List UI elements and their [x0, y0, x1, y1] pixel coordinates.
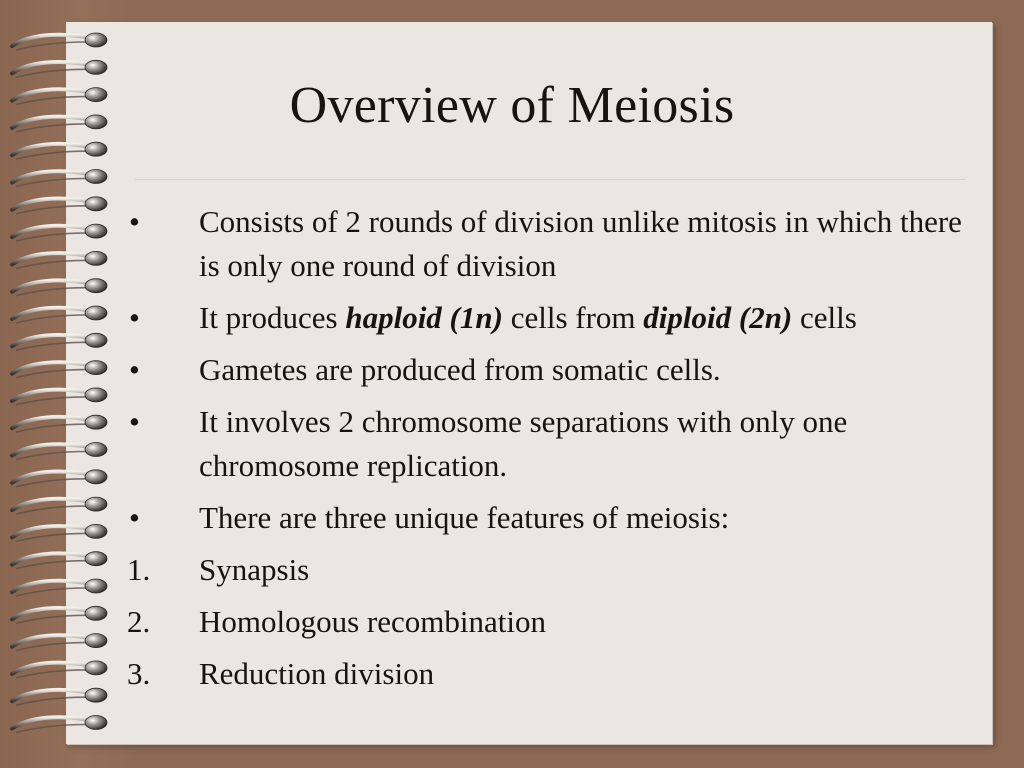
number-marker: 2.: [127, 604, 151, 639]
slide-title: Overview of Meiosis: [289, 77, 735, 134]
spiral-coil-icon: [12, 579, 107, 596]
list-item-text: Consists of 2 rounds of division unlike mitosis in which there is only one round of division: [199, 204, 962, 283]
list-item: [127, 400, 977, 488]
bullet-marker: •: [129, 500, 140, 535]
spiral-coil-icon: [12, 279, 107, 296]
numbered-item: [127, 652, 977, 696]
spiral-coil-icon: [12, 497, 107, 514]
spiral-coil-icon: [12, 306, 107, 323]
text-run: cells from: [502, 300, 644, 335]
spiral-coil-icon: [12, 524, 107, 541]
list-item: [127, 496, 977, 540]
spiral-coil-icon: [12, 443, 107, 460]
spiral-coil-icon: [12, 251, 107, 268]
spiral-coil-icon: [12, 606, 107, 623]
numbered-item: [127, 600, 977, 644]
spiral-coil-icon: [12, 197, 107, 214]
list-item: [127, 200, 977, 288]
spiral-coil-icon: [12, 224, 107, 241]
spiral-coil-icon: [12, 170, 107, 187]
spiral-coil-icon: [12, 142, 107, 159]
spiral-coil-icon: [12, 552, 107, 569]
list-item-text: [199, 300, 857, 335]
spiral-coil-icon: [12, 661, 107, 678]
list-item: [127, 296, 977, 340]
list-item-text: Homologous recombination: [199, 604, 546, 639]
list-item-text: There are three unique features of meiosis:: [199, 500, 730, 535]
bullet-marker: •: [129, 204, 140, 239]
title-divider: [135, 179, 966, 180]
spiral-coil-icon: [12, 415, 107, 432]
emphasis-diploid: diploid (2n): [643, 300, 793, 335]
number-marker: 3.: [127, 656, 151, 691]
list-item-text: Synapsis: [199, 552, 310, 587]
slide-content: [127, 200, 977, 704]
spiral-coil-icon: [12, 60, 107, 77]
bullet-marker: •: [129, 300, 140, 335]
spiral-coil-icon: [12, 333, 107, 350]
spiral-coil-icon: [12, 716, 107, 733]
number-marker: 1.: [127, 552, 151, 587]
spiral-coil-icon: [12, 361, 107, 378]
bullet-marker: •: [129, 404, 140, 439]
list-item-text: It involves 2 chromosome separations with only one chromosome replication.: [199, 404, 848, 483]
text-run: cells: [792, 300, 857, 335]
spiral-coil-icon: [12, 688, 107, 705]
spiral-coil-icon: [12, 388, 107, 405]
bullet-marker: •: [129, 352, 140, 387]
spiral-coil-icon: [12, 634, 107, 651]
text-run: It produces: [199, 300, 346, 335]
emphasis-haploid: haploid (1n): [345, 300, 503, 335]
numbered-item: [127, 548, 977, 592]
list-item-text: Gametes are produced from somatic cells.: [199, 352, 721, 387]
list-item-text: Reduction division: [199, 656, 435, 691]
spiral-coil-icon: [12, 33, 107, 50]
list-item: [127, 348, 977, 392]
spiral-coil-icon: [12, 470, 107, 487]
